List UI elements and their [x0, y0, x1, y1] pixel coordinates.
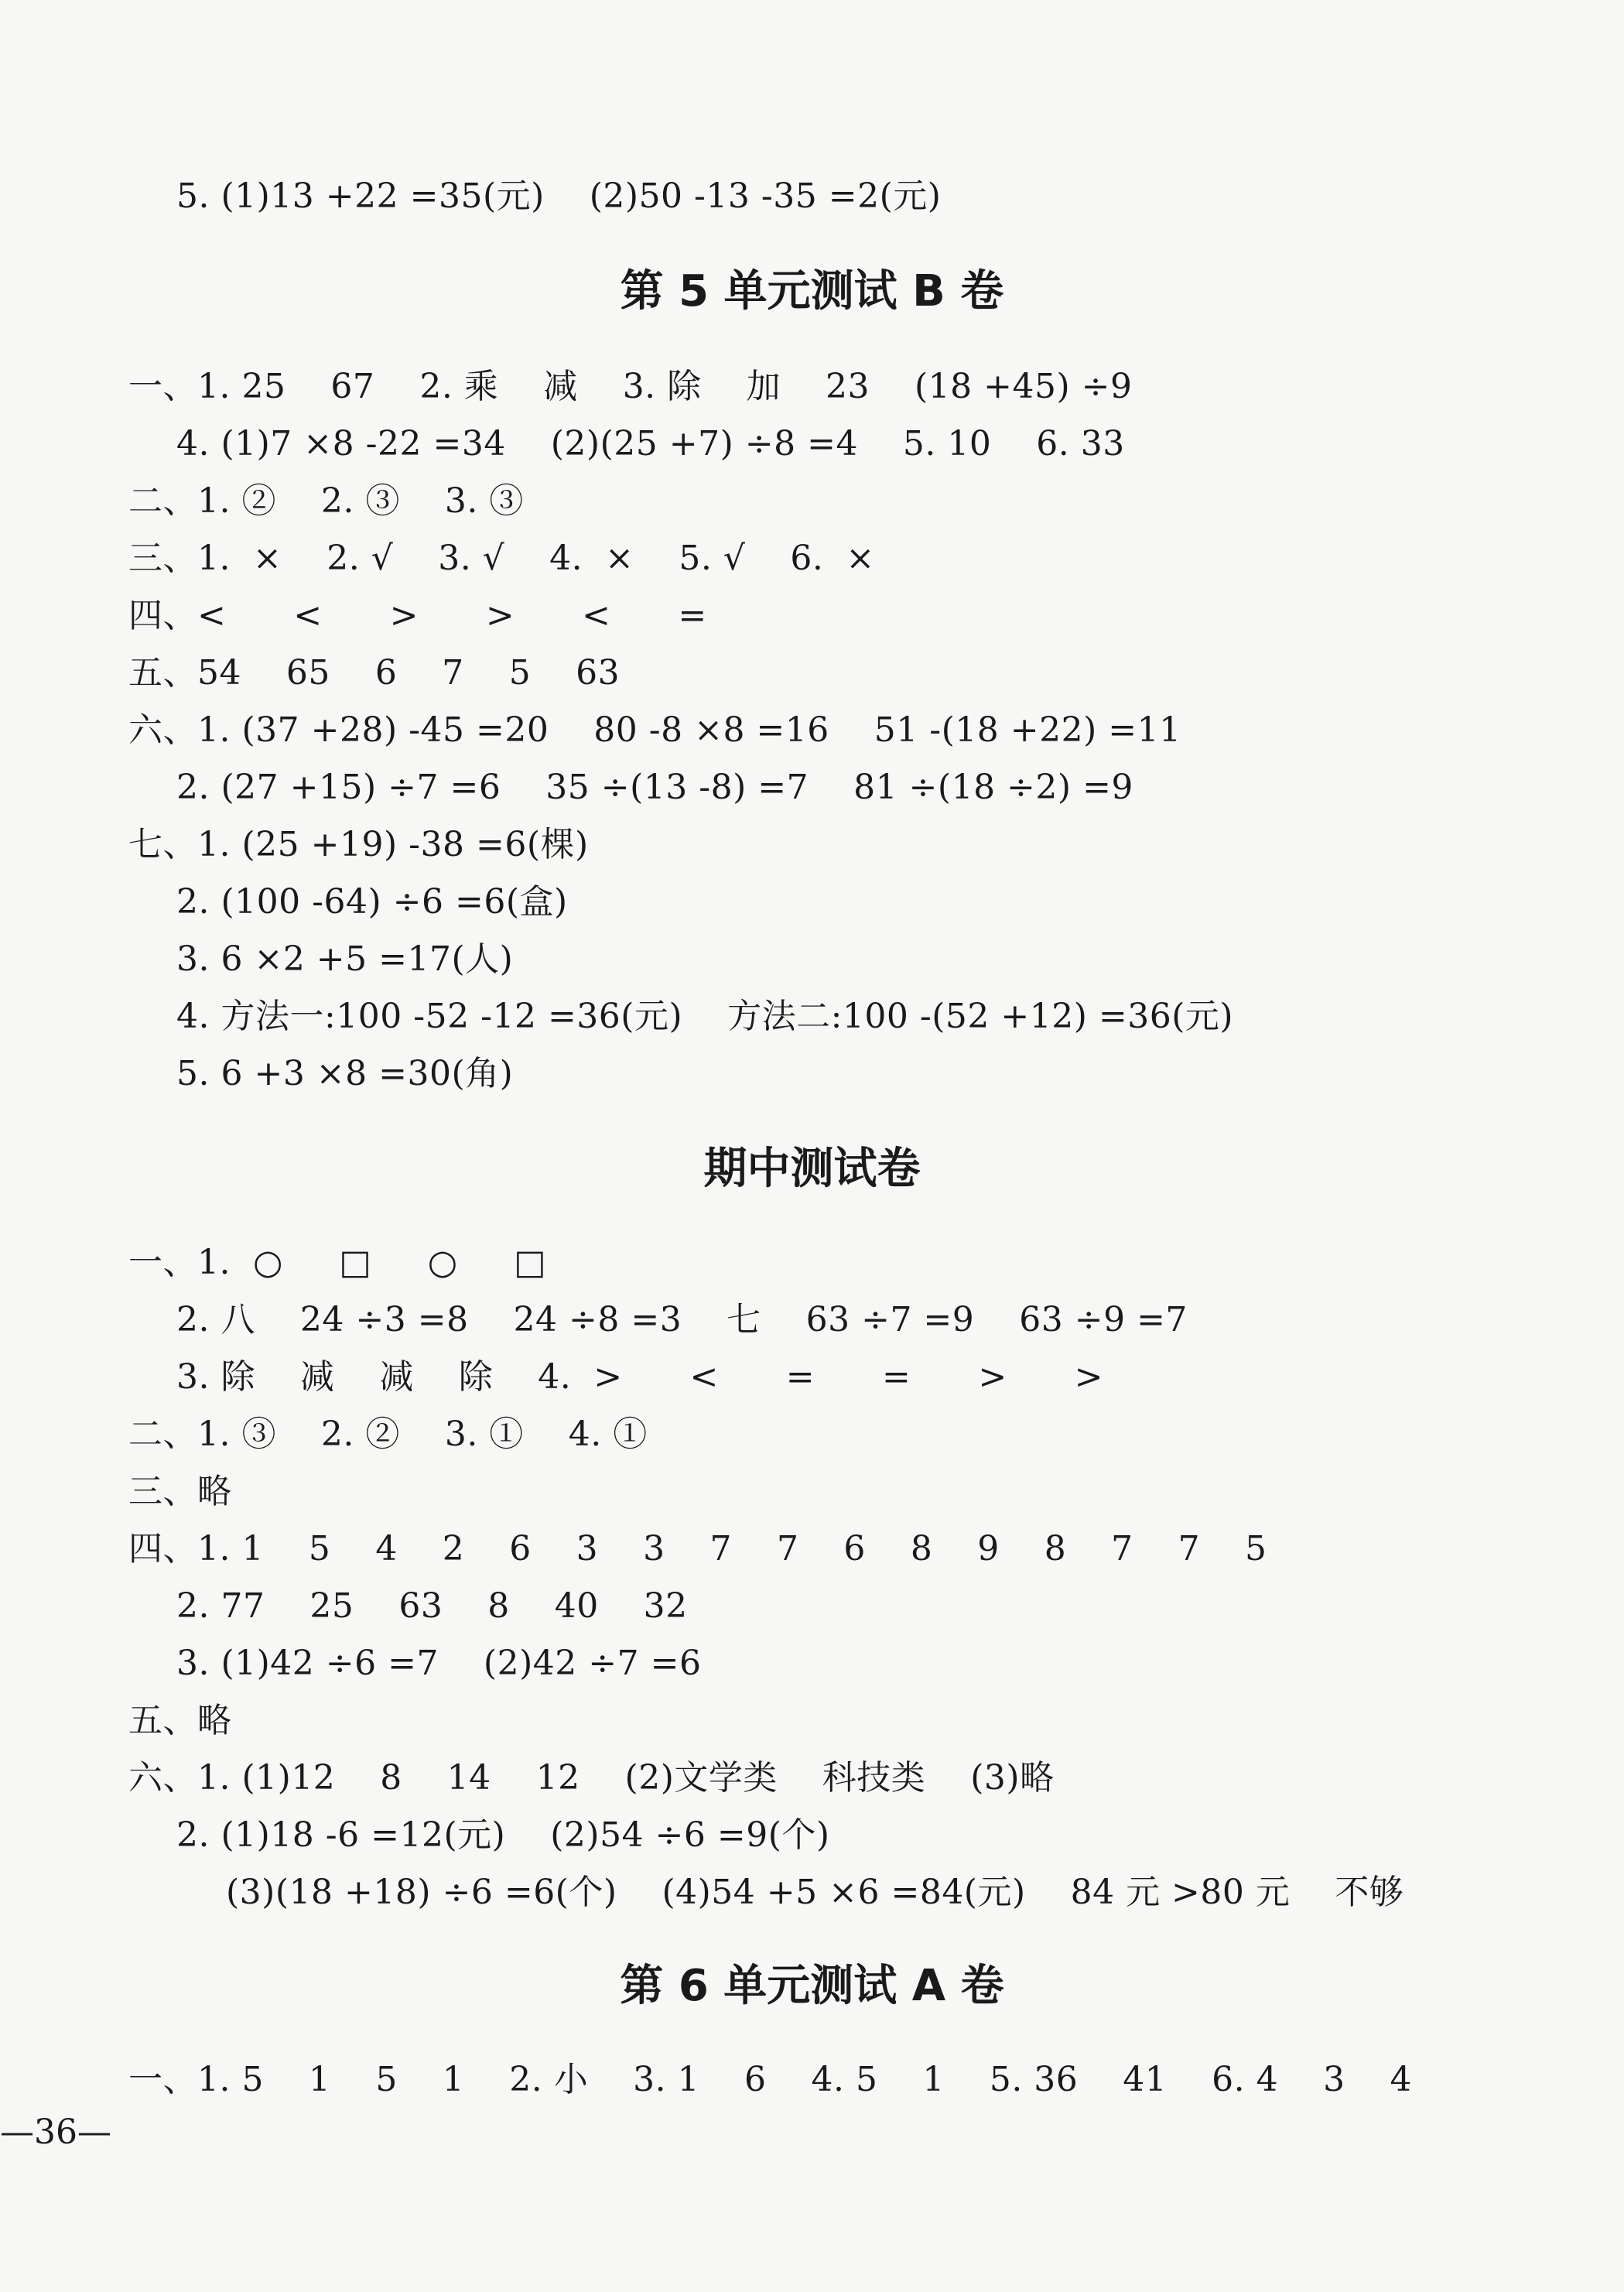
answer-line: 5. 6 +3 ×8 =30(角) [176, 1054, 514, 1093]
answer-line: 2. (1)18 -6 =12(元) (2)54 ÷6 =9(个) [176, 1815, 830, 1855]
answer-line: 二、1. ② 2. ③ 3. ③ [128, 481, 524, 521]
answer-line: 五、54 65 6 7 5 63 [128, 653, 621, 693]
answer-line: 2. 八 24 ÷3 =8 24 ÷8 =3 七 63 ÷7 =9 63 ÷9 =7 [176, 1300, 1188, 1339]
answer-line: 5. (1)13 +22 =35(元) (2)50 -13 -35 =2(元) [176, 176, 942, 216]
answer-line: 2. (100 -64) ÷6 =6(盒) [176, 882, 568, 922]
answer-line: 3. 6 ×2 +5 =17(人) [176, 939, 514, 979]
answer-line: 二、1. ③ 2. ② 3. ① 4. ① [128, 1415, 648, 1454]
answer-line: 七、1. (25 +19) -38 =6(棵) [128, 825, 589, 864]
answer-line: 六、1. (1)12 8 14 12 (2)文学类 科技类 (3)略 [128, 1758, 1055, 1798]
answer-line: 三、略 [128, 1472, 232, 1511]
section-title-unit5-b: 第 5 单元测试 B 卷 [620, 266, 1004, 316]
section-title-unit6-a: 第 6 单元测试 A 卷 [620, 1961, 1004, 2011]
answer-line: 一、1. 5 1 5 1 2. 小 3. 1 6 4. 5 1 5. 36 41 6. 4 3 4 [128, 2060, 1413, 2099]
answer-line: 四、1. 1 5 4 2 6 3 3 7 7 6 8 9 8 7 7 5 [128, 1529, 1267, 1568]
answer-line: 3. 除 减 减 除 4. > < = = > > [176, 1357, 1103, 1397]
answer-line: 一、1. ○ □ ○ □ [128, 1243, 547, 1282]
answer-line: 一、1. 25 67 2. 乘 减 3. 除 加 23 (18 +45) ÷9 [128, 367, 1133, 406]
answer-line: 四、< < > > < = [128, 596, 707, 635]
answer-line: 4. (1)7 ×8 -22 =34 (2)(25 +7) ÷8 =4 5. 10 6. 33 [176, 424, 1125, 464]
answer-line: 六、1. (37 +28) -45 =20 80 -8 ×8 =16 51 -(18 +22) =11 [128, 710, 1181, 750]
answer-line: 五、略 [128, 1701, 232, 1740]
answer-line: 三、1. × 2. √ 3. √ 4. × 5. √ 6. × [128, 539, 875, 578]
section-title-midterm: 期中测试卷 [703, 1144, 921, 1194]
answer-line: (3)(18 +18) ÷6 =6(个) (4)54 +5 ×6 =84(元) 84 元 >80 元 不够 [226, 1873, 1404, 1912]
page-number: —36— [0, 2112, 111, 2152]
answer-line: 4. 方法一:100 -52 -12 =36(元) 方法二:100 -(52 +12) =36(元) [176, 997, 1234, 1036]
answer-line: 3. (1)42 ÷6 =7 (2)42 ÷7 =6 [176, 1644, 702, 1683]
answer-line: 2. 77 25 63 8 40 32 [176, 1586, 688, 1626]
answer-line: 2. (27 +15) ÷7 =6 35 ÷(13 -8) =7 81 ÷(18 ÷2) =9 [176, 768, 1133, 807]
